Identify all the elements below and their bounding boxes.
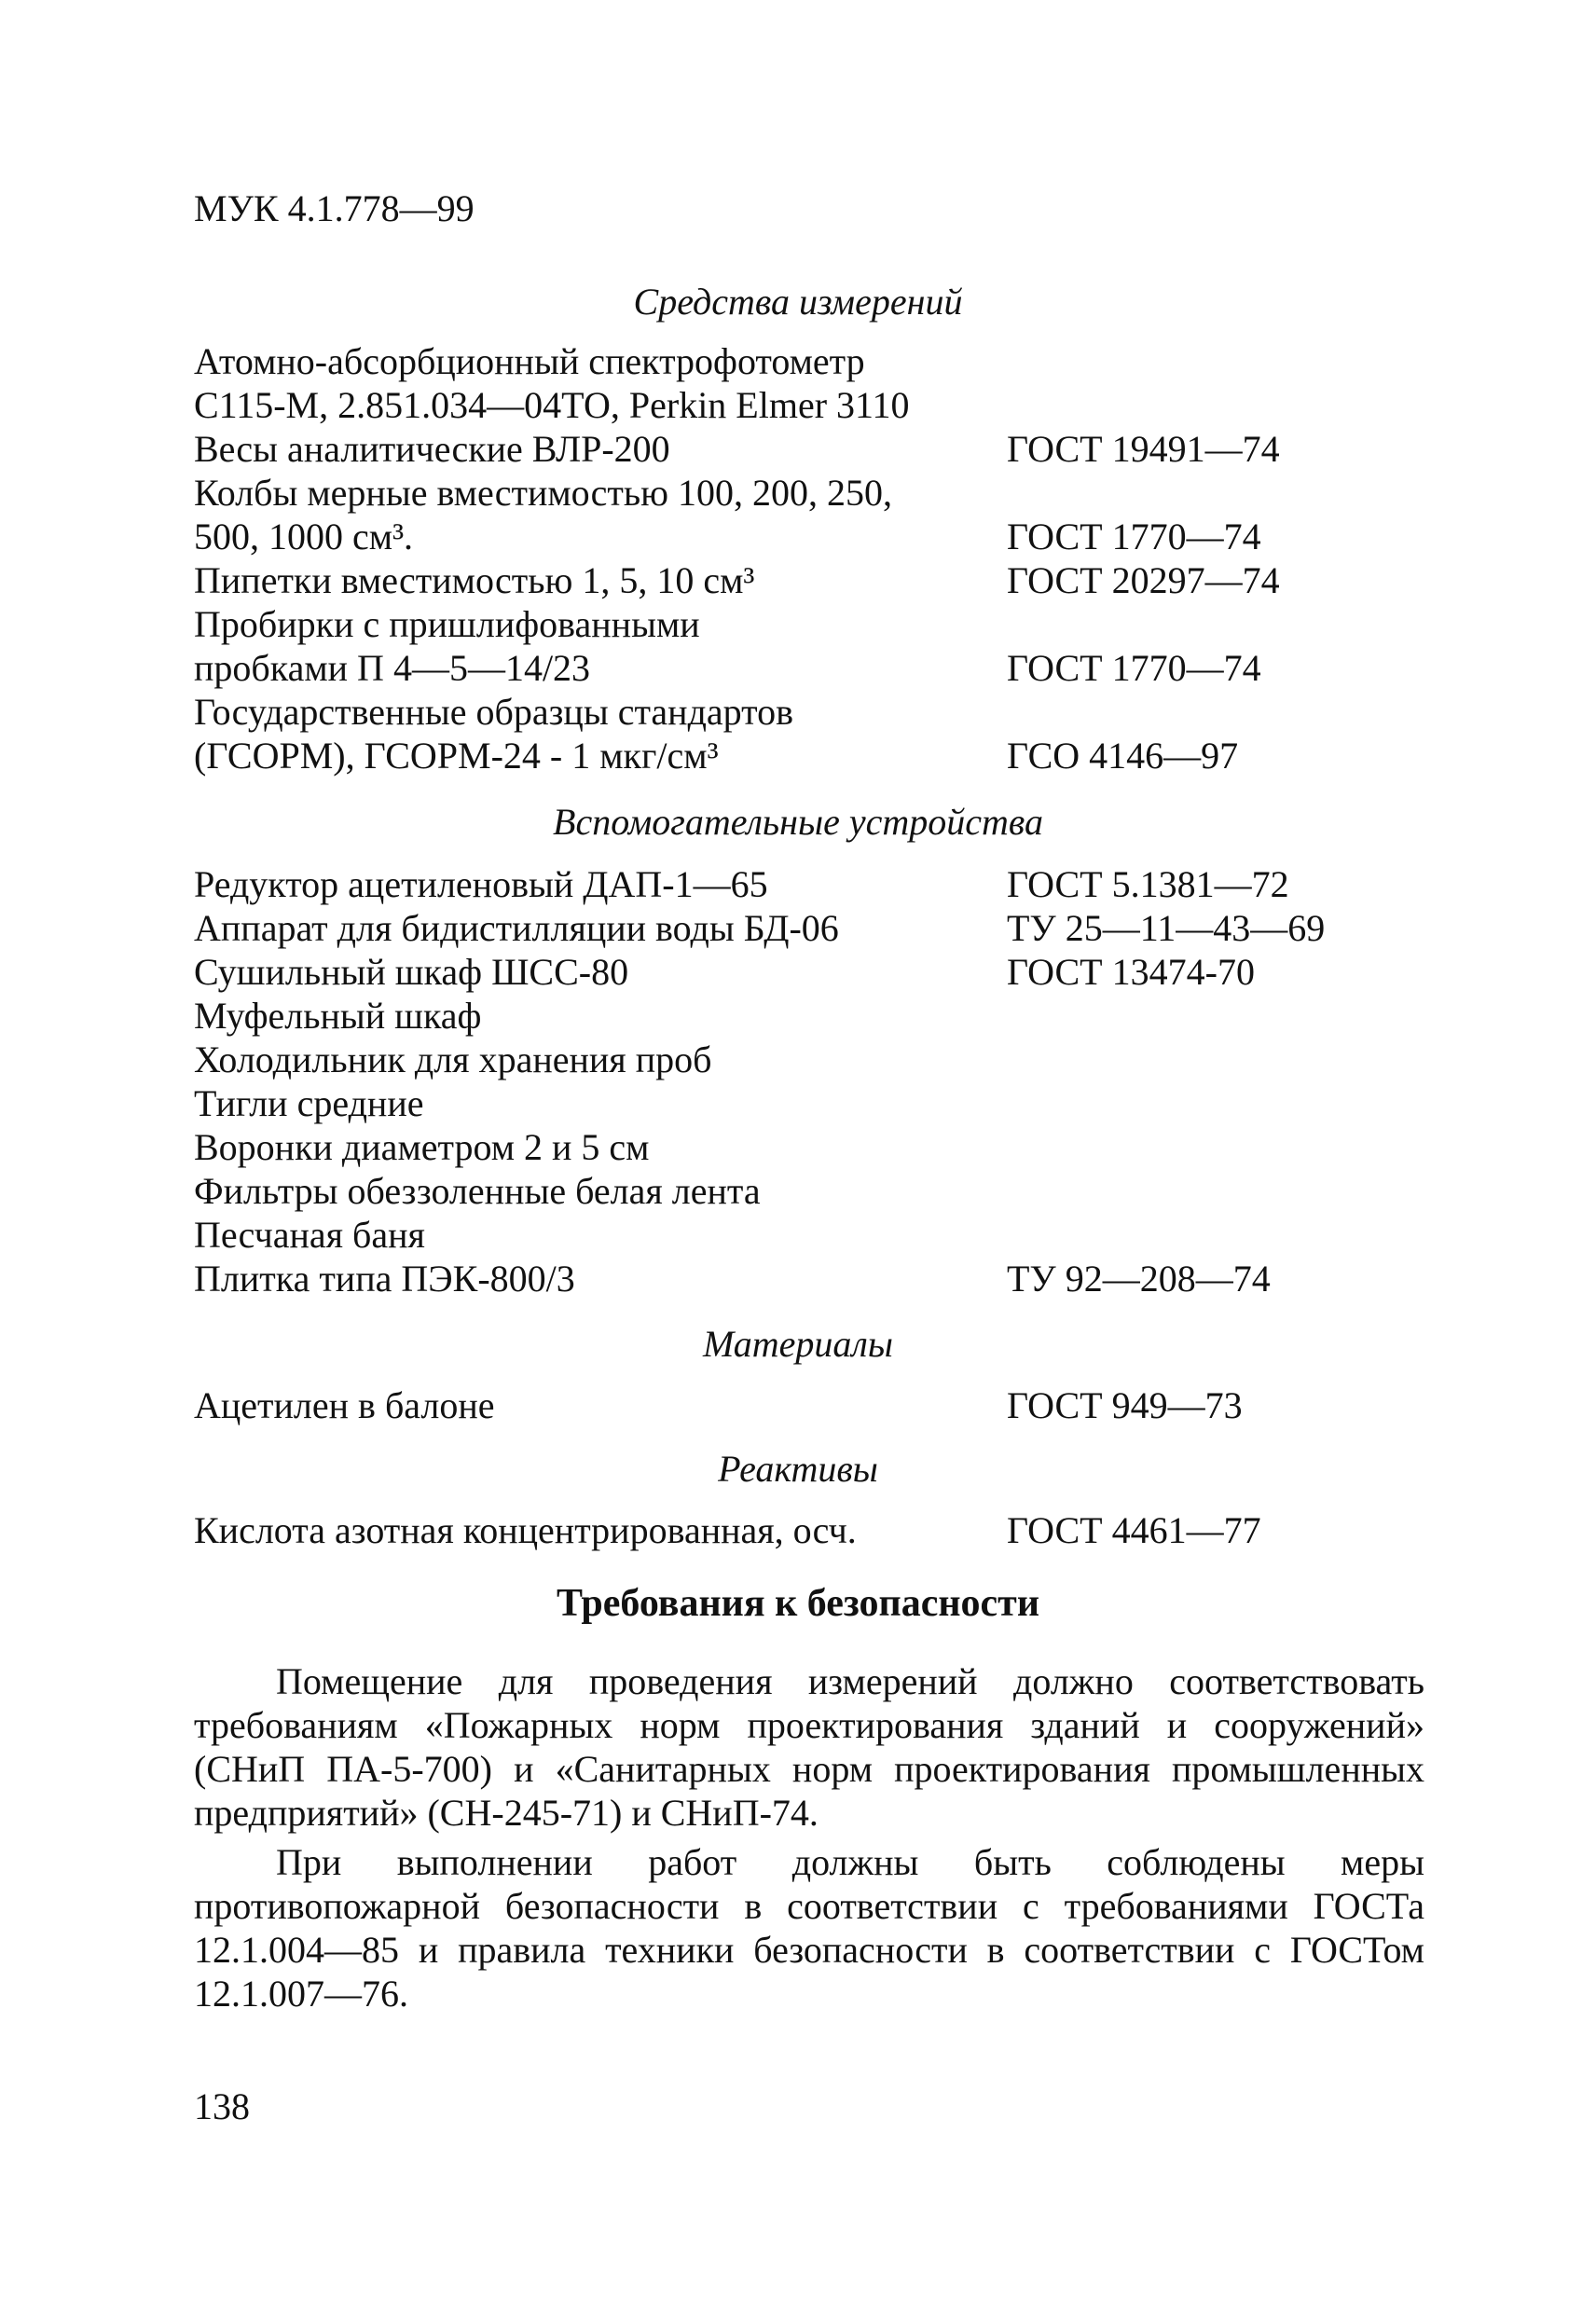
item-standard: ТУ 92—208—74 [1007, 1258, 1271, 1300]
item-standard: ГОСТ 4461—77 [1007, 1509, 1261, 1551]
list-item [194, 1169, 1406, 1214]
list-item [194, 950, 1406, 995]
page-number: 138 [194, 2085, 250, 2127]
item-name: 500, 1000 см³. [194, 516, 414, 557]
item-name: Пипетки вместимостью 1, 5, 10 см³ [194, 559, 755, 601]
list-item [194, 862, 1406, 907]
list-item [194, 1038, 1406, 1082]
list-item [194, 1125, 1406, 1170]
item-name: Колбы мерные вместимостью 100, 200, 250, [194, 472, 893, 514]
list-item [194, 558, 1406, 603]
item-name: Фильтры обеззоленные белая лента [194, 1170, 761, 1212]
item-name: Редуктор ацетиленовый ДАП-1—65 [194, 863, 768, 905]
safety-paragraph: При выполнении работ должны быть соблюдены меры противопожарной безопасности в соответствии с требованиями ГОСТа 12.1.004—85 и правила техники безопасности в соответствии с ГОСТом 12.1.007—76. [194, 1841, 1424, 2015]
item-name: Кислота азотная концентрированная, осч. [194, 1509, 857, 1551]
item-name: Аппарат для бидистилляции воды БД-06 [194, 907, 839, 949]
list-item [194, 1257, 1406, 1301]
section-title-measuring-instruments: Средства измерений [633, 281, 963, 323]
document-id: МУК 4.1.778—99 [194, 187, 475, 229]
item-standard: ГОСТ 13474-70 [1007, 951, 1255, 993]
list-item [194, 1383, 1406, 1428]
list-item [194, 1508, 1406, 1553]
list-item [194, 515, 1406, 559]
item-name: Песчаная баня [194, 1214, 425, 1256]
item-name: Пробирки с пришлифованными [194, 603, 700, 645]
list-item [194, 471, 1406, 516]
item-name: Сушильный шкаф ШСС-80 [194, 951, 629, 993]
item-name: Государственные образцы стандартов [194, 691, 793, 733]
item-name: Муфельный шкаф [194, 995, 482, 1037]
list-item [194, 646, 1406, 691]
item-standard: ГОСТ 19491—74 [1007, 428, 1280, 470]
item-name: Воронки диаметром 2 и 5 см [194, 1126, 650, 1168]
list-item [194, 1081, 1406, 1126]
section-title-materials: Материалы [703, 1323, 893, 1365]
safety-heading: Требования к безопасности [556, 1582, 1040, 1625]
list-item [194, 383, 1406, 428]
item-standard: ГОСТ 1770—74 [1007, 516, 1261, 557]
item-name: Холодильник для хранения проб [194, 1039, 712, 1080]
item-name: Весы аналитические ВЛР-200 [194, 428, 670, 470]
section-title-reagents: Реактивы [718, 1448, 878, 1490]
item-name: (ГСОРМ), ГСОРМ-24 - 1 мкг/см³ [194, 735, 719, 777]
item-standard: ГОСТ 20297—74 [1007, 559, 1280, 601]
item-standard: ТУ 25—11—43—69 [1007, 907, 1326, 949]
item-name: Плитка типа ПЭК-800/3 [194, 1258, 575, 1300]
list-item [194, 994, 1406, 1039]
safety-paragraph: Помещение для проведения измерений должно соответствовать требованиям «Пожарных норм проектирования зданий и сооружений» (СНиП ПА-5-700) и «Санитарных норм проектирования промышленных предприятий» (СН-245-71) и СНиП-74. [194, 1660, 1424, 1834]
item-name: Ацетилен в балоне [194, 1384, 495, 1426]
list-item [194, 690, 1406, 735]
item-name: пробками П 4—5—14/23 [194, 647, 591, 689]
item-standard: ГОСТ 5.1381—72 [1007, 863, 1289, 905]
list-item [194, 427, 1406, 472]
list-item [194, 734, 1406, 778]
item-name: Атомно-абсорбционный спектрофотометр [194, 340, 865, 382]
item-standard: ГОСТ 1770—74 [1007, 647, 1261, 689]
list-item [194, 906, 1406, 951]
list-item [194, 1213, 1406, 1258]
item-standard: ГОСТ 949—73 [1007, 1384, 1243, 1426]
list-item [194, 602, 1406, 647]
item-standard: ГСО 4146—97 [1007, 735, 1239, 777]
section-title-auxiliary-devices: Вспомогательные устройства [553, 801, 1043, 843]
list-item [194, 339, 1406, 384]
item-name: Тигли средние [194, 1082, 424, 1124]
item-name: С115-М, 2.851.034—04ТО, Perkin Elmer 3110 [194, 384, 910, 426]
